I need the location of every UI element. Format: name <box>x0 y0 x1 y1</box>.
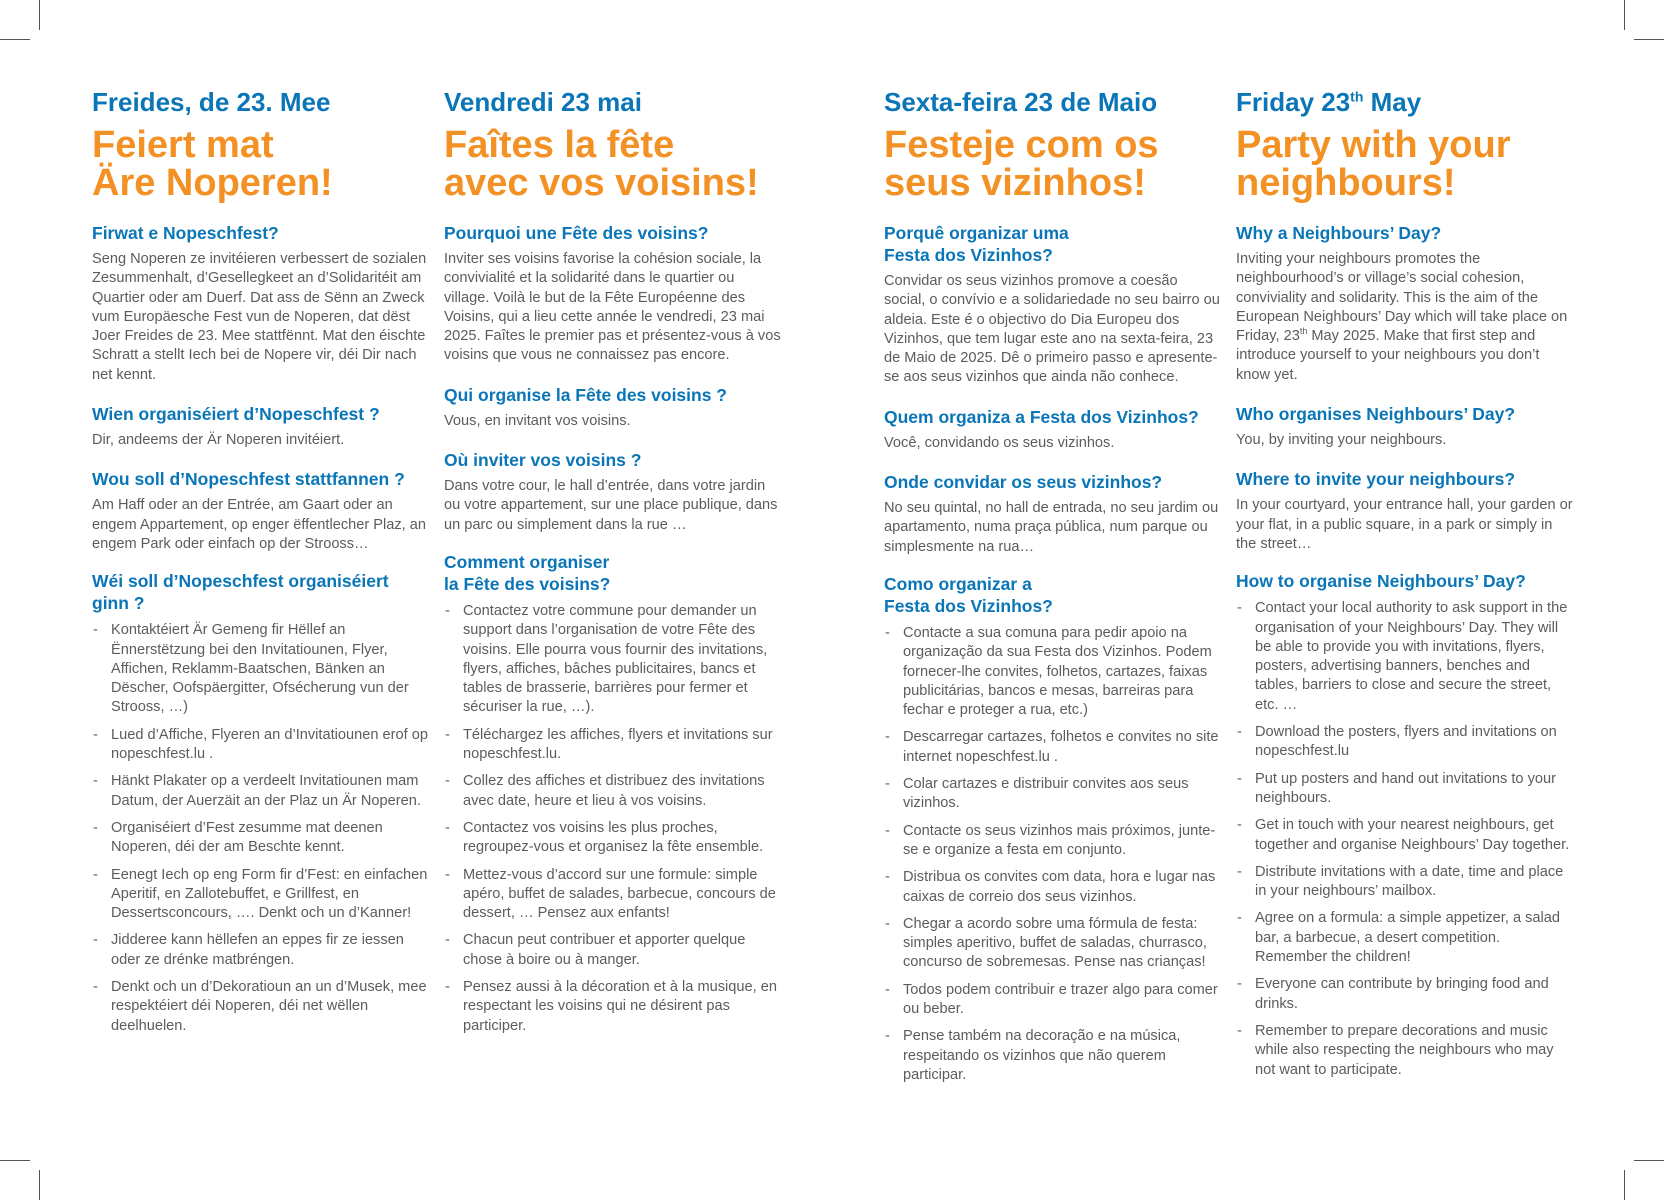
headline: Festeje com os seus vizinhos! <box>884 124 1159 204</box>
date-heading: Freides, de 23. Mee <box>92 87 331 117</box>
question-why: Why a Neighbours’ Day? <box>1236 223 1442 243</box>
answer-who: You, by inviting your neighbours. <box>1236 432 1447 449</box>
answer-where: In your courtyard, your entrance hall, your garden or your flat, in a public square, in a park or simply in the street… <box>1236 497 1573 552</box>
headline: Feiert mat Äre Noperen! <box>92 124 333 204</box>
crop-mark <box>1634 1160 1664 1161</box>
headline: Faîtes la fête avec vos voisins! <box>444 124 759 204</box>
question-how: Comment organiser la Fête des voisins? <box>444 551 611 594</box>
date-heading: Friday 23th May <box>1236 87 1422 117</box>
list-item: - Contact your local authority to ask support in the organisation of your Neighbours’ Day. They will be able to provide you with invitations, flyers, posters, advertising banners, benches and tables, barriers to close and secure the street, etc. … <box>1236 599 1574 715</box>
date-heading: Sexta-feira 23 de Maio <box>884 87 1158 117</box>
list-item: - Organiséiert d’Fest zesumme mat deenen Noperen, déi der am Beschte kennt. <box>92 819 430 858</box>
how-list <box>444 602 782 1036</box>
list-item: - Descarregar cartazes, folhetos e convites no site internet nopeschfest.lu . <box>884 728 1222 767</box>
question-who: Wien organiséiert d’Nopeschfest ? <box>92 404 380 425</box>
list-item: - Eenegt Iech op eng Form fir d’Fest: en einfachen Aperitif, en Zallotebuffet, e Grillfest, en Dessertsconcours, …. Denkt och un d’Kanner! <box>92 866 430 924</box>
list-item: - Colar cartazes e distribuir convites aos seus vizinhos. <box>884 775 1222 814</box>
list-item: - Kontaktéiert Är Gemeng fir Hëllef an Ënnerstëtzung bei den Invitatiounen, Flyer, Affichen, Reklamm-Baatschen, Bänken an Dëscher, Oofspäergitter, Ofsécherung vun der Strooss, …) <box>92 621 430 717</box>
list-item: - Put up posters and hand out invitations to your neighbours. <box>1236 770 1574 809</box>
answer-why: Inviter ses voisins favorise la cohésion sociale, la convivialité et la solidarité dans le quartier ou village. Voilà le but de la Fête Européenne des Voisins, qui a lieu cette année le vendredi, 23 mai 2025. Faîtes le premier pas et présentez-vous à vos voisins que vous ne connaissez pas encore. <box>444 251 781 364</box>
answer-why: Convidar os seus vizinhos promove a coesão social, o convívio e a solidariedade no seu bairro ou aldeia. Este é o objectivo do Dia Europeu dos Vizinhos, que tem lugar este ano na sexta-feira, 23 de Maio de 2025. Dê o primeiro passo e apresente-se aos seus vizinhos que ainda não conhece. <box>884 273 1220 386</box>
list-item: - Lued d’Affiche, Flyeren an d’Invitatiounen erof op nopeschfest.lu . <box>92 726 430 765</box>
list-item: - Get in touch with your nearest neighbours, get together and organise Neighbours’ Day together. <box>1236 816 1574 855</box>
crop-mark <box>1634 39 1664 40</box>
list-item: - Pense também na decoração e na música, respeitando os vizinhos que não querem participar. <box>884 1027 1222 1085</box>
question-where: Where to invite your neighbours? <box>1236 469 1516 490</box>
question-why: Porquê organizar uma Festa dos Vizinhos? <box>884 223 1069 265</box>
list-item: - Pensez aussi à la décoration et à la musique, en respectant les voisins qui ne désirent pas participer. <box>444 978 782 1036</box>
answer-why: Inviting your neighbours promotes the neighbourhood’s or village’s social cohesion, conviviality and solidarity. This is the aim of the European Neighbours’ Day which will take place on Friday, 23th May 2025. Make that first step and introduce yourself to your neighbours you don’t know yet. <box>1236 251 1568 383</box>
question-who: Qui organise la Fête des voisins ? <box>444 384 727 405</box>
column-english <box>1236 86 1574 1088</box>
list-item: - Contactez vos voisins les plus proches, regroupez-vous et organisez la fête ensemble. <box>444 819 782 858</box>
list-item: - Chacun peut contribuer et apporter quelque chose à boire ou à manger. <box>444 931 782 970</box>
crop-mark <box>1624 0 1625 30</box>
question-how: How to organise Neighbours’ Day? <box>1236 571 1526 592</box>
question-why: Firwat e Nopeschfest? <box>92 223 279 243</box>
question-where: Où inviter vos voisins ? <box>444 450 642 471</box>
list-item: - Hänkt Plakater op a verdeelt Invitatiounen mam Datum, der Auerzäit an der Plaz un Är Noperen. <box>92 772 430 811</box>
crop-mark <box>0 39 30 40</box>
crop-mark <box>39 1170 40 1200</box>
list-item: - Distribute invitations with a date, time and place in your neighbours’ mailbox. <box>1236 863 1574 902</box>
column-luxembourgish <box>92 86 430 1044</box>
question-how: Wéi soll d’Nopeschfest organiséiert ginn ? <box>92 571 389 614</box>
crop-mark <box>1624 1170 1625 1200</box>
answer-why: Seng Noperen ze invitéieren verbessert de sozialen Zesummenhalt, d’Gesellegkeet an d’Solidaritéit am Quartier oder am Duerf. Dat ass de Sënn an Zweck vum Europäesche Fest vun de Noperen, dat dëst Joer Freides de 23. Mee stattfënnt. Mat den éischte Schratt a stellt Iech bei de Nopere vir, déi Dir nach net kennt. <box>92 251 427 383</box>
question-why: Pourquoi une Fête des voisins? <box>444 223 709 243</box>
question-how: Como organizar a Festa dos Vizinhos? <box>884 573 1053 616</box>
list-item: - Agree on a formula: a simple appetizer, a salad bar, a barbecue, a desert competition. Remember the children! <box>1236 909 1574 967</box>
how-list <box>884 624 1222 1085</box>
column-portuguese <box>884 86 1222 1093</box>
answer-where: Dans votre cour, le hall d’entrée, dans votre jardin ou votre appartement, sur une place publique, dans un parc ou simplement dans la rue … <box>444 478 778 533</box>
list-item: - Mettez-vous d’accord sur une formule: simple apéro, buffet de salades, barbecue, concours de dessert, … Pensez aux enfants! <box>444 866 782 924</box>
question-who: Who organises Neighbours’ Day? <box>1236 404 1516 425</box>
date-heading: Vendredi 23 mai <box>444 87 642 117</box>
list-item: - Contacte a sua comuna para pedir apoio na organização da sua Festa dos Vizinhos. Podem fornecer-lhe convites, folhetos, cartazes, faixas publicitárias, bancos e mesas, barreiras para fechar e proteger a rua, etc.) <box>884 624 1222 720</box>
list-item: - Distribua os convites com data, hora e lugar nas caixas de correio dos seus vizinhos. <box>884 868 1222 907</box>
question-where: Onde convidar os seus vizinhos? <box>884 472 1163 493</box>
list-item: - Todos podem contribuir e trazer algo para comer ou beber. <box>884 981 1222 1020</box>
list-item: - Denkt och un d’Dekoratioun an un d’Musek, mee respektéiert déi Noperen, déi net wëllen deelhuelen. <box>92 978 430 1036</box>
how-list <box>1236 599 1574 1080</box>
list-item: - Contactez votre commune pour demander un support dans l’organisation de votre Fête des voisins. Elle pourra vous fournir des invitations, flyers, affiches, bâches publicitaires, bancs et tables de brasserie, barrières pour fermer et sécuriser la rue, …). <box>444 602 782 718</box>
crop-mark <box>0 1160 30 1161</box>
crop-mark <box>39 0 40 30</box>
list-item: - Remember to prepare decorations and music while also respecting the neighbours who may not want to participate. <box>1236 1022 1574 1080</box>
list-item: - Téléchargez les affiches, flyers et invitations sur nopeschfest.lu. <box>444 726 782 765</box>
answer-where: No seu quintal, no hall de entrada, no seu jardim ou apartamento, numa praça pública, num parque ou simplesmente na rua… <box>884 500 1219 555</box>
list-item: - Everyone can contribute by bringing food and drinks. <box>1236 975 1574 1014</box>
list-item: - Chegar a acordo sobre uma fórmula de festa: simples aperitivo, buffet de saladas, churrasco, concurso de sobremesas. Pense nas crianças! <box>884 915 1222 973</box>
list-item: - Contacte os seus vizinhos mais próximos, junte-se e organize a festa em conjunto. <box>884 822 1222 861</box>
answer-where: Am Haff oder an der Entrée, am Gaart oder an engem Appartement, op enger ëffentlecher Plaz, an engem Park oder einfach op der Strooss… <box>92 497 426 552</box>
list-item: - Jidderee kann hëllefen an eppes fir ze iessen oder ze drénke matbréngen. <box>92 931 430 970</box>
question-who: Quem organiza a Festa dos Vizinhos? <box>884 406 1199 427</box>
how-list <box>92 621 430 1036</box>
headline: Party with your neighbours! <box>1236 124 1511 204</box>
answer-who: Dir, andeems der Är Noperen invitéiert. <box>92 432 345 449</box>
list-item: - Download the posters, flyers and invitations on nopeschfest.lu <box>1236 723 1574 762</box>
list-item: - Collez des affiches et distribuez des invitations avec date, heure et lieu à vos voisins. <box>444 772 782 811</box>
answer-who: Você, convidando os seus vizinhos. <box>884 434 1115 451</box>
column-french <box>444 86 782 1044</box>
answer-who: Vous, en invitant vos voisins. <box>444 412 631 429</box>
question-where: Wou soll d’Nopeschfest stattfannen ? <box>92 469 405 490</box>
